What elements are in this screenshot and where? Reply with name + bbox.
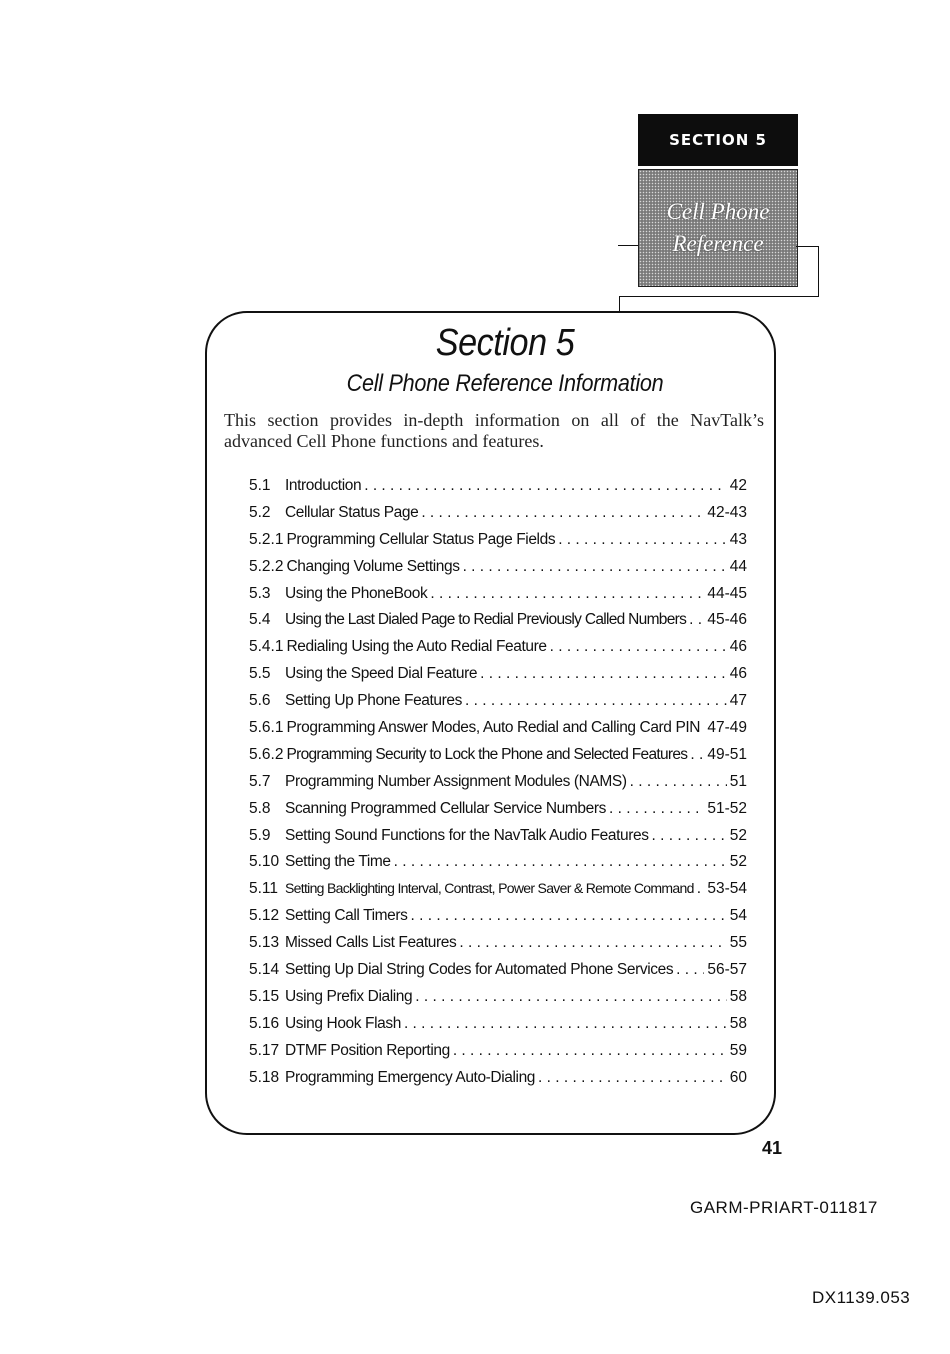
toc-entry-number: 5.7 xyxy=(249,772,271,790)
toc-entry-title: Programming Cellular Status Page Fields xyxy=(286,530,556,548)
toc-leader-dots xyxy=(430,585,704,603)
toc-entry xyxy=(249,988,747,1015)
section-tab-box xyxy=(638,169,798,287)
toc-entry-number: 5.11 xyxy=(249,880,279,898)
toc-entry-number: 5.4.1 xyxy=(249,638,284,656)
toc-entry-title: Setting Call Timers xyxy=(285,907,408,925)
tab-connector-left xyxy=(618,245,638,246)
toc-entry-title: Cellular Status Page xyxy=(285,503,419,521)
toc-entry-page: 46 xyxy=(729,665,747,683)
toc-leader-dots xyxy=(690,746,704,764)
toc-entry-number: 5.6.1 xyxy=(249,719,284,737)
table-of-contents xyxy=(249,477,747,1095)
toc-entry-page: 54 xyxy=(729,907,747,925)
toc-leader-dots xyxy=(538,1069,727,1087)
toc-entry-page: 58 xyxy=(729,1014,747,1032)
toc-entry-page: 42 xyxy=(729,477,747,494)
toc-entry-title: Using Prefix Dialing xyxy=(285,987,413,1005)
toc-entry xyxy=(249,934,747,961)
toc-entry xyxy=(249,746,747,773)
toc-entry-title: Missed Calls List Features xyxy=(285,934,457,952)
toc-entry-page: 51 xyxy=(729,772,747,790)
toc-leader-dots xyxy=(480,665,727,683)
toc-entry-number: 5.12 xyxy=(249,907,280,925)
toc-leader-dots xyxy=(630,773,727,791)
toc-entry xyxy=(249,907,747,934)
toc-entry xyxy=(249,853,747,880)
toc-entry-number: 5.14 xyxy=(249,961,280,979)
section-tab-line-1: Cell Phone xyxy=(666,199,770,224)
toc-leader-dots xyxy=(459,934,726,952)
toc-leader-dots xyxy=(415,988,727,1006)
toc-entry-title: Programming Answer Modes, Auto Redial and Calling Card PIN xyxy=(286,719,701,737)
toc-entry-page: 51-52 xyxy=(707,799,747,817)
toc-entry-title: Programming Emergency Auto-Dialing xyxy=(285,1068,536,1086)
toc-entry-page: 49-51 xyxy=(707,745,747,763)
toc-entry-page: 44-45 xyxy=(707,584,747,602)
toc-entry-number: 5.17 xyxy=(249,1041,280,1059)
toc-leader-dots xyxy=(421,504,704,522)
toc-entry-number: 5.5 xyxy=(249,665,271,683)
toc-entry-title: Using the PhoneBook xyxy=(285,584,428,602)
toc-entry-title: Setting Sound Functions for the NavTalk Audio Features xyxy=(285,826,649,844)
toc-entry-number: 5.3 xyxy=(249,584,271,602)
toc-entry-number: 5.18 xyxy=(249,1068,280,1086)
toc-entry-page: 47-49 xyxy=(707,719,747,737)
toc-entry-page: 58 xyxy=(729,987,747,1005)
toc-entry xyxy=(249,880,747,907)
intro-paragraph: This section provides in-depth information on all of the NavTalk’s advanced Cell Phone functions and features. xyxy=(224,410,764,451)
toc-entry-page: 53-54 xyxy=(707,880,747,898)
toc-entry-page: 60 xyxy=(729,1068,747,1086)
toc-entry-title: Introduction xyxy=(285,477,362,494)
toc-entry xyxy=(249,611,747,638)
toc-entry-number: 5.13 xyxy=(249,934,280,952)
toc-entry xyxy=(249,719,747,746)
toc-entry xyxy=(249,531,747,558)
toc-leader-dots xyxy=(558,531,727,549)
toc-entry-page: 45-46 xyxy=(707,611,747,629)
toc-entry-number: 5.10 xyxy=(249,853,280,871)
page-number: 41 xyxy=(762,1138,783,1158)
toc-leader-dots xyxy=(394,853,727,871)
toc-entry-title: Using the Speed Dial Feature xyxy=(285,665,478,683)
toc-entry-page: 44 xyxy=(729,557,747,575)
toc-entry-title: DTMF Position Reporting xyxy=(285,1041,450,1059)
toc-entry xyxy=(249,585,747,612)
toc-leader-dots xyxy=(689,611,704,629)
toc-leader-dots xyxy=(609,800,704,818)
toc-leader-dots xyxy=(676,961,704,979)
toc-entry-title: Setting Backlighting Interval, Contrast, Power Saver & Remote Command xyxy=(285,880,694,897)
toc-entry xyxy=(249,1015,747,1042)
toc-entry-page: 47 xyxy=(729,692,747,710)
toc-entry-title: Using the Last Dialed Page to Redial Previously Called Numbers xyxy=(285,611,687,629)
toc-entry-number: 5.6.2 xyxy=(249,745,284,763)
toc-entry xyxy=(249,558,747,585)
toc-leader-dots xyxy=(364,477,727,495)
toc-entry-title: Setting Up Dial String Codes for Automated Phone Services xyxy=(285,961,674,979)
toc-entry-number: 5.2.2 xyxy=(249,557,284,575)
toc-leader-dots xyxy=(697,880,705,898)
toc-entry-page: 43 xyxy=(729,530,747,548)
toc-leader-dots xyxy=(453,1042,727,1060)
toc-entry-page: 52 xyxy=(729,853,747,871)
toc-entry-number: 5.16 xyxy=(249,1014,280,1032)
toc-entry xyxy=(249,692,747,719)
toc-leader-dots xyxy=(550,638,727,656)
toc-entry-number: 5.2 xyxy=(249,503,271,521)
toc-entry-page: 55 xyxy=(729,934,747,952)
section-subtitle: Cell Phone Reference Information xyxy=(346,370,664,397)
toc-entry-page: 56-57 xyxy=(707,961,747,979)
toc-leader-dots xyxy=(465,692,727,710)
toc-leader-dots xyxy=(410,907,726,925)
toc-leader-dots xyxy=(404,1015,727,1033)
toc-entry-title: Changing Volume Settings xyxy=(286,557,460,575)
toc-entry xyxy=(249,638,747,665)
tab-connector-right xyxy=(796,246,819,297)
toc-leader-dots xyxy=(652,827,727,845)
toc-entry-page: 52 xyxy=(729,826,747,844)
toc-entry-title: Setting the Time xyxy=(285,853,391,871)
toc-entry xyxy=(249,477,747,504)
toc-entry-page: 42-43 xyxy=(707,503,747,521)
toc-entry-title: Redialing Using the Auto Redial Feature xyxy=(286,638,547,656)
toc-entry xyxy=(249,665,747,692)
toc-entry xyxy=(249,773,747,800)
bates-number: DX1139.053 xyxy=(812,1288,911,1307)
toc-entry-title: Programming Security to Lock the Phone and Selected Features xyxy=(286,745,688,763)
toc-entry-title: Programming Number Assignment Modules (NAMS) xyxy=(285,772,627,790)
toc-entry-page: 59 xyxy=(729,1041,747,1059)
toc-entry-title: Setting Up Phone Features xyxy=(285,692,462,710)
section-tab-label: SECTION 5 xyxy=(638,114,798,166)
toc-entry-number: 5.1 xyxy=(249,477,271,494)
section-tab-line-2: Reference xyxy=(672,231,764,256)
toc-entry xyxy=(249,504,747,531)
toc-leader-dots xyxy=(703,719,704,737)
toc-entry xyxy=(249,1069,747,1096)
toc-entry xyxy=(249,1042,747,1069)
toc-entry xyxy=(249,827,747,854)
toc-entry xyxy=(249,961,747,988)
toc-entry-page: 46 xyxy=(729,638,747,656)
document-id: GARM-PRIART-011817 xyxy=(690,1198,878,1217)
toc-entry-number: 5.4 xyxy=(249,611,271,629)
toc-entry-number: 5.2.1 xyxy=(249,530,284,548)
toc-entry-title: Scanning Programmed Cellular Service Numbers xyxy=(285,799,606,817)
toc-entry-title: Using Hook Flash xyxy=(285,1014,401,1032)
toc-entry-number: 5.9 xyxy=(249,826,271,844)
toc-entry-number: 5.15 xyxy=(249,987,280,1005)
toc-entry-number: 5.6 xyxy=(249,692,271,710)
toc-entry-number: 5.8 xyxy=(249,799,271,817)
toc-entry xyxy=(249,800,747,827)
toc-leader-dots xyxy=(463,558,727,576)
section-heading: Section 5 xyxy=(435,322,575,364)
